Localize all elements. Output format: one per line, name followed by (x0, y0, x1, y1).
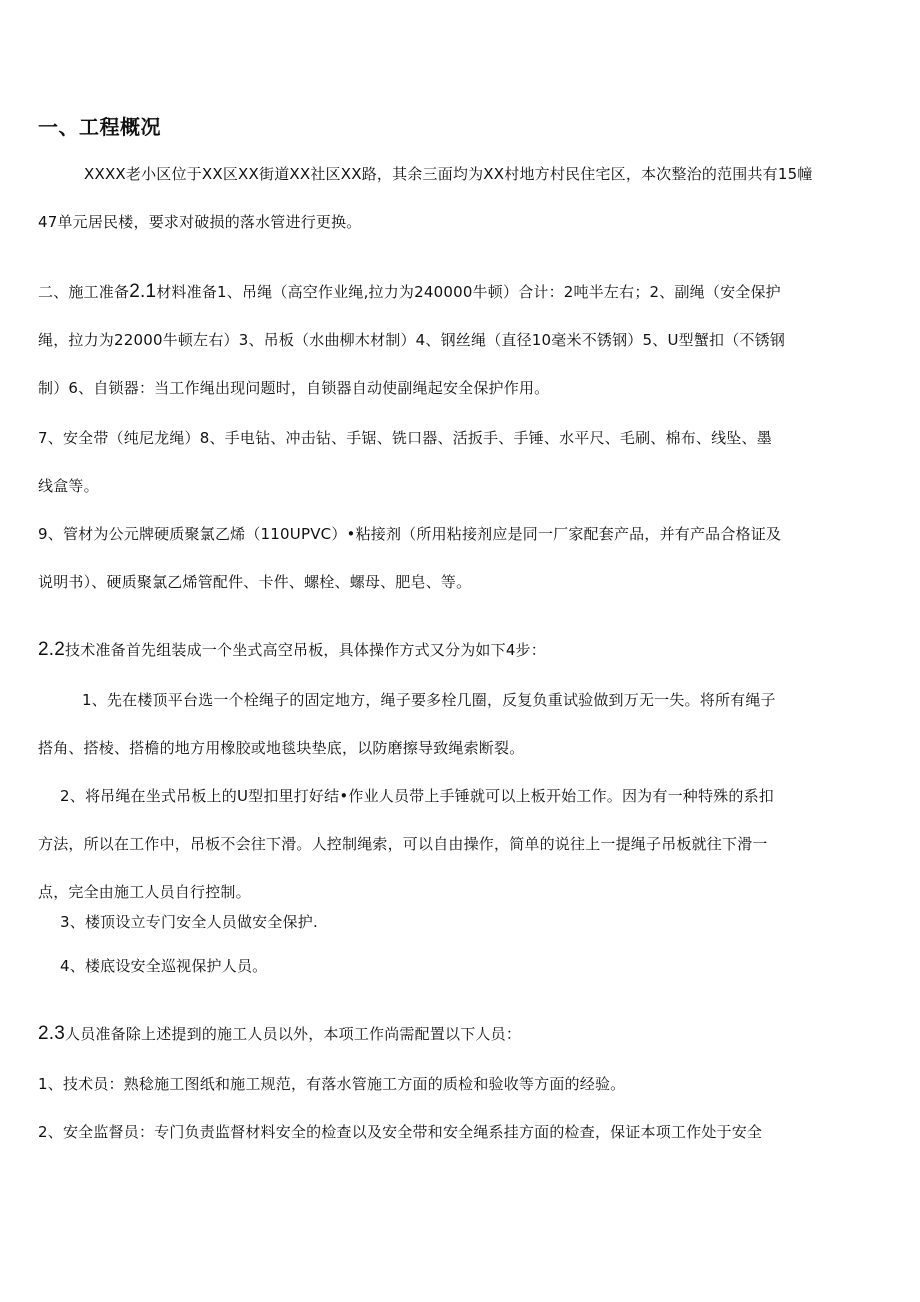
section-2-line-7: 说明书）、硬质聚氯乙烯管配件、卡件、螺栓、螺母、肥皂、等。 (38, 573, 472, 591)
step-4: 4、楼底设安全巡视保护人员。 (60, 957, 268, 975)
step-2-line-3: 点，完全由施工人员自行控制。 (38, 883, 251, 901)
overview-line-2: 47单元居民楼，要求对破损的落水管进行更换。 (38, 213, 362, 231)
section-2-line-2: 绳，拉力为22000牛顿左右）3、吊板（水曲柳木材制）4、钢丝绳（直径10毫米不锈钢）5、U型蟹扣（不锈钢 (38, 331, 786, 349)
section-2-3-title (38, 1024, 521, 1044)
section-2-line-6: 9、管材为公元牌硬质聚氯乙烯（110UPVC）•粘接剂（所用粘接剂应是同一厂家配套产品，并有产品合格证及 (38, 525, 782, 543)
step-3: 3、楼顶设立专门安全人员做安全保护. (60, 913, 318, 931)
step-2-line-2: 方法，所以在工作中，吊板不会往下滑。人控制绳索，可以自由操作，简单的说往上一提绳子吊板就往下滑一 (38, 835, 768, 853)
section-2-line-4: 7、安全带（纯尼龙绳）8、手电钻、冲击钻、手锯、铣口器、活扳手、手锤、水平尺、毛刷、棉布、线坠、墨 (38, 429, 772, 447)
section-2-2-title-text: 技术准备首先组装成一个坐式高空吊板，具体操作方式又分为如下4步： (65, 641, 546, 659)
staff-item-1: 1、技术员：熟稔施工图纸和施工规范，有落水管施工方面的质检和验收等方面的经验。 (38, 1075, 626, 1093)
section-2-line-3: 制）6、自锁器：当工作绳出现问题时，自锁器自动使副绳起安全保护作用。 (38, 379, 550, 397)
step-1-line-1: 1、先在楼顶平台选一个栓绳子的固定地方，绳子要多栓几圈，反复负重试验做到万无一失。将所有绳子 (82, 691, 776, 709)
step-1-line-2: 搭角、搭棱、搭檐的地方用橡胶或地毯块垫底，以防磨擦导致绳索断裂。 (38, 739, 525, 757)
heading-project-overview: 一、工程概况 (38, 115, 161, 139)
section-2-2-number: 2.2 (38, 639, 66, 660)
section-2-2-title (38, 640, 546, 660)
step-2-line-1: 2、将吊绳在坐式吊板上的U型扣里打好结•作业人员带上手锤就可以上板开始工作。因为有一种特殊的系扣 (60, 787, 774, 805)
section-2-3-title-text: 人员准备除上述提到的施工人员以外，本项工作尚需配置以下人员： (65, 1025, 522, 1043)
section-2-1-number: 2.1 (129, 281, 157, 302)
section-2-line-5: 线盒等。 (38, 477, 99, 495)
section-2-prefix: 二、施工准备 (38, 283, 130, 301)
staff-item-2: 2、安全监督员：专门负责监督材料安全的检查以及安全带和安全绳系挂方面的检查，保证本项工作处于安全 (38, 1123, 763, 1141)
overview-line-1: XXXX老小区位于XX区XX街道XX社区XX路，其余三面均为XX村地方村民住宅区，本次整治的范围共有15幢 (84, 165, 813, 183)
section-2-3-number: 2.3 (38, 1023, 66, 1044)
section-2-line-1 (38, 282, 781, 302)
section-2-1-text: 材料准备1、吊绳（高空作业绳,拉力为240000牛顿）合计：2吨半左右；2、副绳（安全保护 (156, 283, 781, 301)
